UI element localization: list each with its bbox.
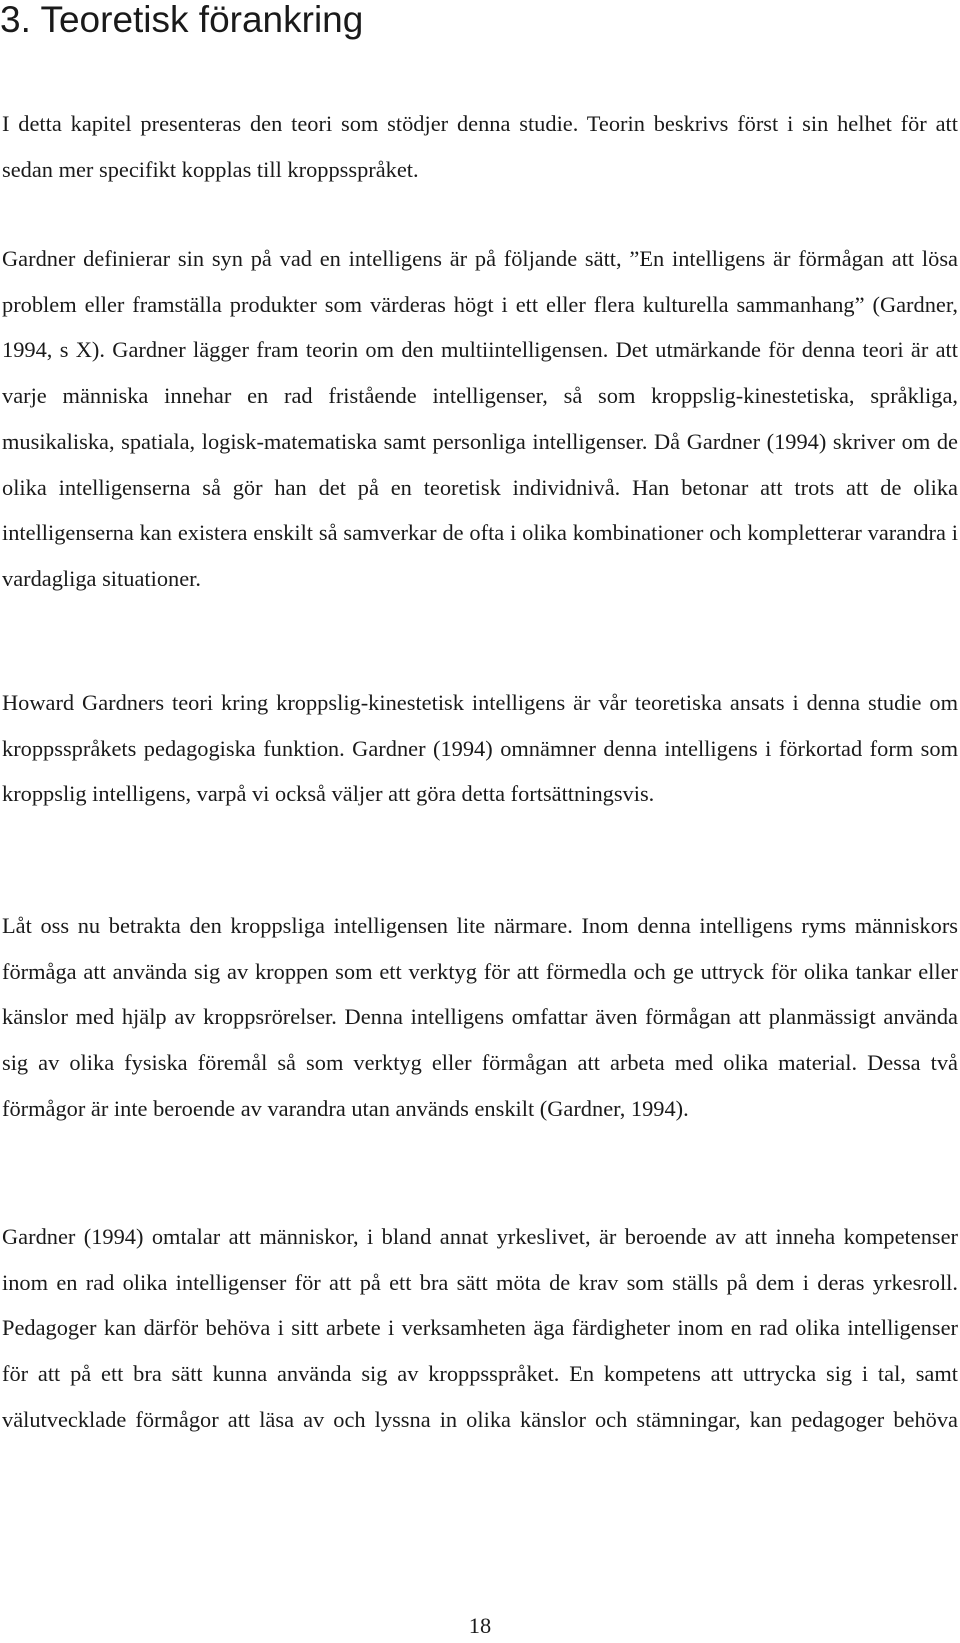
page-number: 18 <box>468 1613 492 1638</box>
paragraph-definition: Gardner definierar sin syn på vad en intelligens är på följande sätt, ”En intelligens är förmågan att lösa problem eller framställa produkter som värderas högt i ett eller flera kulturella sammanhang” (Gardner, 1994, s X). Gardner lägger fram teorin om den multiintelligensen. Det utmärkande för denna teori är att varje människa innehar en rad fristående intelligenser, så som kroppslig-kinestetiska, språkliga, musikaliska, spatiala, logisk-matematiska samt personliga intelligenser. Då Gardner (1994) skriver om de olika intelligenserna så gör han det på en teoretisk individnivå. Han betonar att trots att de olika intelligenserna kan existera enskilt så samverkar de ofta i olika kombinationer och kompletterar varandra i vardagliga situationer. <box>2 246 958 591</box>
paragraph-approach: Howard Gardners teori kring kroppslig-kinestetisk intelligens är vår teoretiska ansats i denna studie om kroppsspråkets pedagogiska funktion. Gardner (1994) omnämner denna intelligens i förkortad form som kroppslig intelligens, varpå vi också väljer att göra detta fortsättningsvis. <box>2 690 958 807</box>
chapter-heading: 3. Teoretisk förankring <box>0 0 364 40</box>
paragraph-intro: I detta kapitel presenteras den teori som stödjer denna studie. Teorin beskrivs först i sin helhet för att sedan mer specifikt kopplas till kroppsspråket. <box>2 111 958 182</box>
paragraph-competences: Gardner (1994) omtalar att människor, i bland annat yrkeslivet, är beroende av att inneha kompetenser inom en rad olika intelligenser för att på ett bra sätt möta de krav som ställs på dem i deras yrkesroll. Pedagoger kan därför behöva i sitt arbete i verksamheten äga färdigheter inom en rad olika intelligenser för att på ett bra sätt kunna använda sig av kroppsspråket. En kompetens att uttrycka sig i tal, samt välutvecklade förmågor att läsa av och lyssna in olika känslor och stämningar, kan pedagoger behöva <box>2 1224 958 1432</box>
paragraph-bodily-intelligence: Låt oss nu betrakta den kroppsliga intelligensen lite närmare. Inom denna intelligens ryms människors förmåga att använda sig av kroppen som ett verktyg för att förmedla och ge uttryck för olika tankar eller känslor med hjälp av kroppsrörelser. Denna intelligens omfattar även förmågan att planmässigt använda sig av olika fysiska föremål så som verktyg eller förmågan att arbeta med olika material. Dessa två förmågor är inte beroende av varandra utan används enskilt (Gardner, 1994). <box>2 913 958 1121</box>
